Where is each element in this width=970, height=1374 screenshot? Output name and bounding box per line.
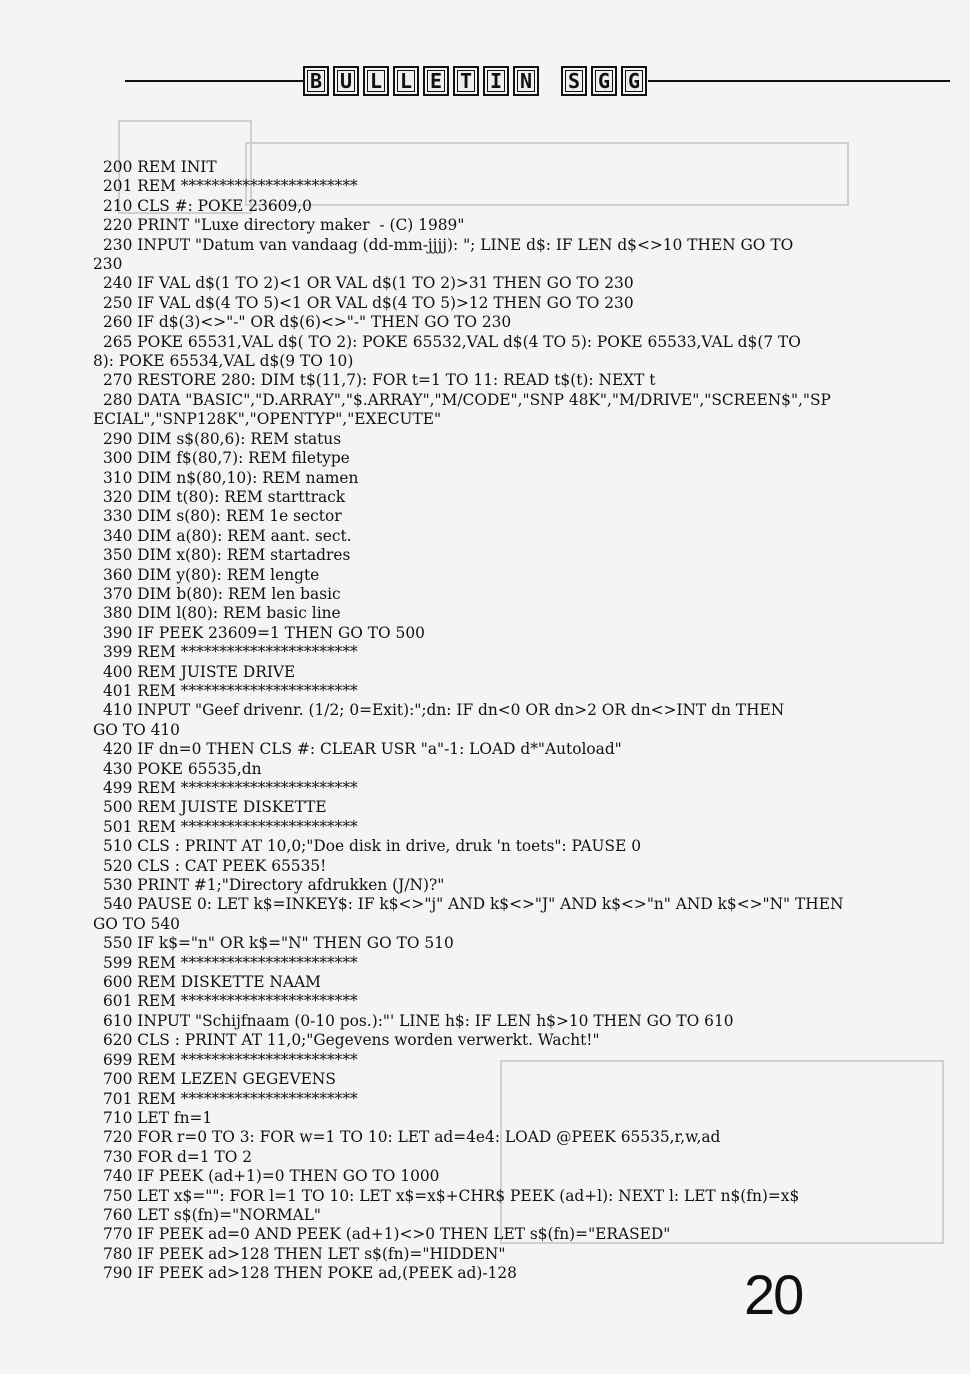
code-line: 750 LET x$="": FOR l=1 TO 10: LET x$=x$+CHR$ PEEK (ad+l): NEXT l: LET n$(fn)=x$ xyxy=(103,1186,800,1205)
code-line: 540 PAUSE 0: LET k$=INKEY$: IF k$<>"j" AND k$<>"J" AND k$<>"n" AND k$<>"N" THEN xyxy=(103,895,844,914)
code-line: 390 IF PEEK 23609=1 THEN GO TO 500 xyxy=(103,623,425,642)
code-line: 430 POKE 65535,dn xyxy=(103,759,262,778)
code-line: 270 RESTORE 280: DIM t$(11,7): FOR t=1 TO 11: READ t$(t): NEXT t xyxy=(103,371,656,390)
code-line-continuation: GO TO 540 xyxy=(93,914,180,933)
page-number: 20 xyxy=(744,1263,803,1326)
code-line: 401 REM *********************** xyxy=(103,681,358,700)
code-line: 300 DIM f$(80,7): REM filetype xyxy=(103,449,350,468)
code-line: 699 REM *********************** xyxy=(103,1050,358,1069)
code-line: 420 IF dn=0 THEN CLS #: CLEAR USR "a"-1: LOAD d*"Autoload" xyxy=(103,740,622,759)
code-line: 399 REM *********************** xyxy=(103,643,358,662)
masthead-logo xyxy=(303,64,648,98)
code-line: 610 INPUT "Schijfnaam (0-10 pos.):"' LINE h$: IF LEN h$>10 THEN GO TO 610 xyxy=(103,1011,734,1030)
code-line: 320 DIM t(80): REM starttrack xyxy=(103,487,346,506)
code-line: 330 DIM s(80): REM 1e sector xyxy=(103,507,342,526)
header-rule-left xyxy=(125,80,303,82)
code-line: 510 CLS : PRINT AT 10,0;"Doe disk in drive, druk 'n toets": PAUSE 0 xyxy=(103,837,641,856)
code-line: 599 REM *********************** xyxy=(103,953,358,972)
code-line: 200 REM INIT xyxy=(103,158,217,176)
code-line: 370 DIM b(80): REM len basic xyxy=(103,584,341,603)
code-line: 350 DIM x(80): REM startadres xyxy=(103,546,351,565)
basic-listing xyxy=(93,158,873,1284)
code-line: 790 IF PEEK ad>128 THEN POKE ad,(PEEK ad)-128 xyxy=(103,1264,517,1283)
masthead-letter-tile: G xyxy=(591,66,617,96)
code-line: 260 IF d$(3)<>"-" OR d$(6)<>"-" THEN GO TO 230 xyxy=(103,313,512,332)
code-line: 240 IF VAL d$(1 TO 2)<1 OR VAL d$(1 TO 2)>31 THEN GO TO 230 xyxy=(103,274,634,293)
code-line: 601 REM *********************** xyxy=(103,992,358,1011)
code-line: 410 INPUT "Geef drivenr. (1/2; 0=Exit):";dn: IF dn<0 OR dn>2 OR dn<>INT dn THEN xyxy=(103,701,785,720)
code-line: 550 IF k$="n" OR k$="N" THEN GO TO 510 xyxy=(103,934,454,953)
masthead-letter-tile: G xyxy=(621,66,647,96)
code-line-continuation: 230 xyxy=(93,255,123,274)
code-line: 340 DIM a(80): REM aant. sect. xyxy=(103,526,352,545)
masthead-letter-tile: I xyxy=(483,66,509,96)
code-line: 740 IF PEEK (ad+1)=0 THEN GO TO 1000 xyxy=(103,1167,440,1186)
code-line: 290 DIM s$(80,6): REM status xyxy=(103,429,342,448)
masthead-letter-tile: T xyxy=(453,66,479,96)
code-line: 210 CLS #: POKE 23609,0 xyxy=(103,196,312,215)
code-line: 600 REM DISKETTE NAAM xyxy=(103,973,321,992)
code-line: 710 LET fn=1 xyxy=(103,1108,213,1127)
code-line: 501 REM *********************** xyxy=(103,817,358,836)
code-line-continuation: GO TO 410 xyxy=(93,720,180,739)
code-line: 520 CLS : CAT PEEK 65535! xyxy=(103,856,327,875)
code-line: 499 REM *********************** xyxy=(103,779,358,797)
code-line: 230 INPUT "Datum van vandaag (dd-mm-jjjj): "; LINE d$: IF LEN d$<>10 THEN GO TO xyxy=(103,235,794,254)
code-line: 780 IF PEEK ad>128 THEN LET s$(fn)="HIDDEN" xyxy=(103,1244,506,1263)
code-line: 400 REM JUISTE DRIVE xyxy=(103,662,296,681)
code-line: 730 FOR d=1 TO 2 xyxy=(103,1147,253,1166)
masthead-letter-tile: L xyxy=(363,66,389,96)
code-line: 770 IF PEEK ad=0 AND PEEK (ad+1)<>0 THEN LET s$(fn)="ERASED" xyxy=(103,1225,671,1244)
code-line: 500 REM JUISTE DISKETTE xyxy=(103,798,327,817)
code-line: 360 DIM y(80): REM lengte xyxy=(103,565,320,584)
masthead-letter-tile: L xyxy=(393,66,419,96)
header-rule-right xyxy=(648,80,950,82)
code-line: 700 REM LEZEN GEGEVENS xyxy=(103,1070,336,1089)
masthead-letter-tile: S xyxy=(561,66,587,96)
code-line: 201 REM *********************** xyxy=(103,177,358,196)
code-line: 760 LET s$(fn)="NORMAL" xyxy=(103,1205,322,1224)
code-line: 250 IF VAL d$(4 TO 5)<1 OR VAL d$(4 TO 5)>12 THEN GO TO 230 xyxy=(103,293,634,312)
masthead-letter-tile: E xyxy=(423,66,449,96)
code-line: 530 PRINT #1;"Directory afdrukken (J/N)?" xyxy=(103,876,445,895)
code-line: 220 PRINT "Luxe directory maker - (C) 1989" xyxy=(103,216,465,235)
code-line: 720 FOR r=0 TO 3: FOR w=1 TO 10: LET ad=4e4: LOAD @PEEK 65535,r,w,ad xyxy=(103,1128,721,1147)
code-line: 701 REM *********************** xyxy=(103,1089,358,1108)
code-line: 620 CLS : PRINT AT 11,0;"Gegevens worden verwerkt. Wacht!" xyxy=(103,1031,600,1050)
masthead-letter-tile: B xyxy=(303,66,329,96)
code-line-continuation: 8): POKE 65534,VAL d$(9 TO 10) xyxy=(93,352,354,371)
code-line: 310 DIM n$(80,10): REM namen xyxy=(103,468,359,487)
masthead-letter-tile: N xyxy=(513,66,539,96)
code-line-continuation: ECIAL","SNP128K","OPENTYP","EXECUTE" xyxy=(93,410,442,429)
code-line: 265 POKE 65531,VAL d$( TO 2): POKE 65532,VAL d$(4 TO 5): POKE 65533,VAL d$(7 TO xyxy=(103,332,801,351)
code-line: 280 DATA "BASIC","D.ARRAY","$.ARRAY","M/CODE","SNP 48K","M/DRIVE","SCREEN$","SP xyxy=(103,390,831,409)
code-line: 380 DIM l(80): REM basic line xyxy=(103,604,341,623)
masthead-letter-tile: U xyxy=(333,66,359,96)
